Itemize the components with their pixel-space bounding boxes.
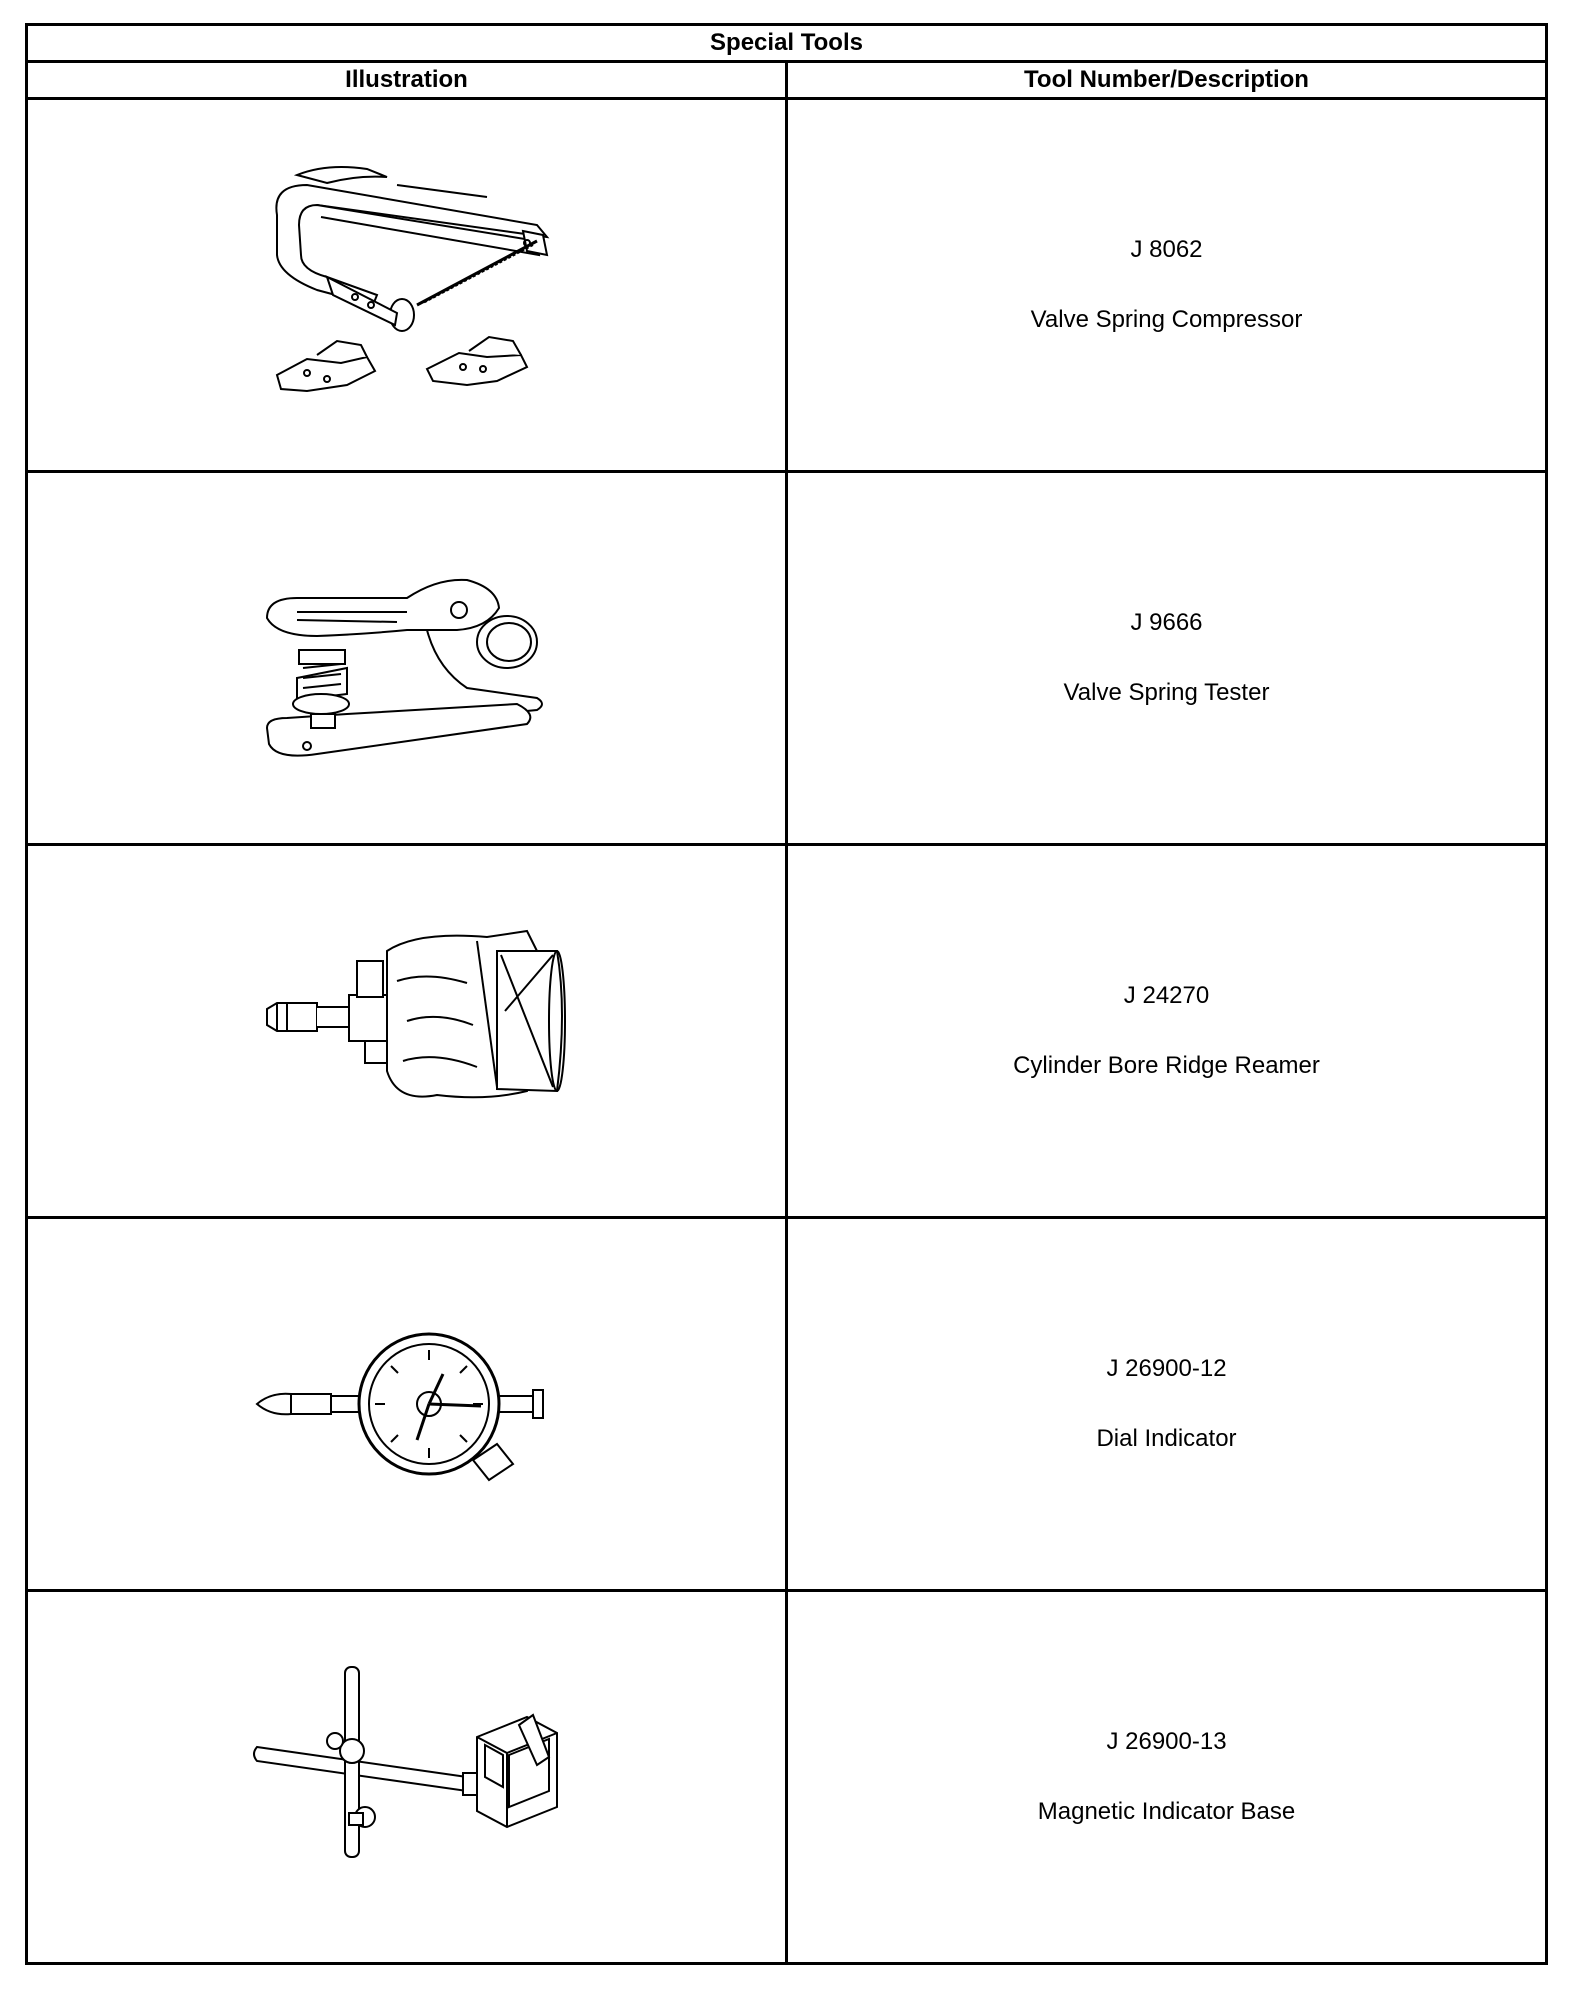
tool-description: Dial Indicator <box>1096 1425 1237 1452</box>
description-cell <box>787 99 1547 472</box>
illustration-cell <box>27 1218 787 1591</box>
valve-spring-compressor-icon <box>237 145 577 425</box>
table-row <box>27 1591 1547 1964</box>
description-cell <box>787 472 1547 845</box>
tool-description: Magnetic Indicator Base <box>1037 1798 1296 1825</box>
tool-number: J 26900-13 <box>1106 1728 1227 1755</box>
table-title: Special Tools <box>27 25 1547 62</box>
ridge-reamer-icon <box>237 891 577 1171</box>
tool-number: J 26900-12 <box>1106 1355 1227 1382</box>
tool-description: Cylinder Bore Ridge Reamer <box>1013 1052 1320 1079</box>
description-cell <box>787 1591 1547 1964</box>
description-cell <box>787 1218 1547 1591</box>
illustration-header: Illustration <box>27 62 787 99</box>
tool-number: J 24270 <box>1123 982 1210 1009</box>
tool-number: J 8062 <box>1130 236 1203 263</box>
illustration-cell <box>27 1591 787 1964</box>
tool-number: J 9666 <box>1130 609 1203 636</box>
table-row <box>27 472 1547 845</box>
table-row <box>27 845 1547 1218</box>
valve-spring-tester-icon <box>237 518 577 798</box>
illustration-cell <box>27 472 787 845</box>
illustration-cell <box>27 845 787 1218</box>
table-row <box>27 99 1547 472</box>
magnetic-base-icon <box>237 1637 577 1917</box>
special-tools-table <box>25 23 1548 1965</box>
tool-description: Valve Spring Compressor <box>1030 306 1303 333</box>
description-cell <box>787 845 1547 1218</box>
description-header: Tool Number/Description <box>787 62 1547 99</box>
illustration-cell <box>27 99 787 472</box>
dial-indicator-icon <box>237 1264 577 1544</box>
table-row <box>27 1218 1547 1591</box>
tool-description: Valve Spring Tester <box>1063 679 1270 706</box>
